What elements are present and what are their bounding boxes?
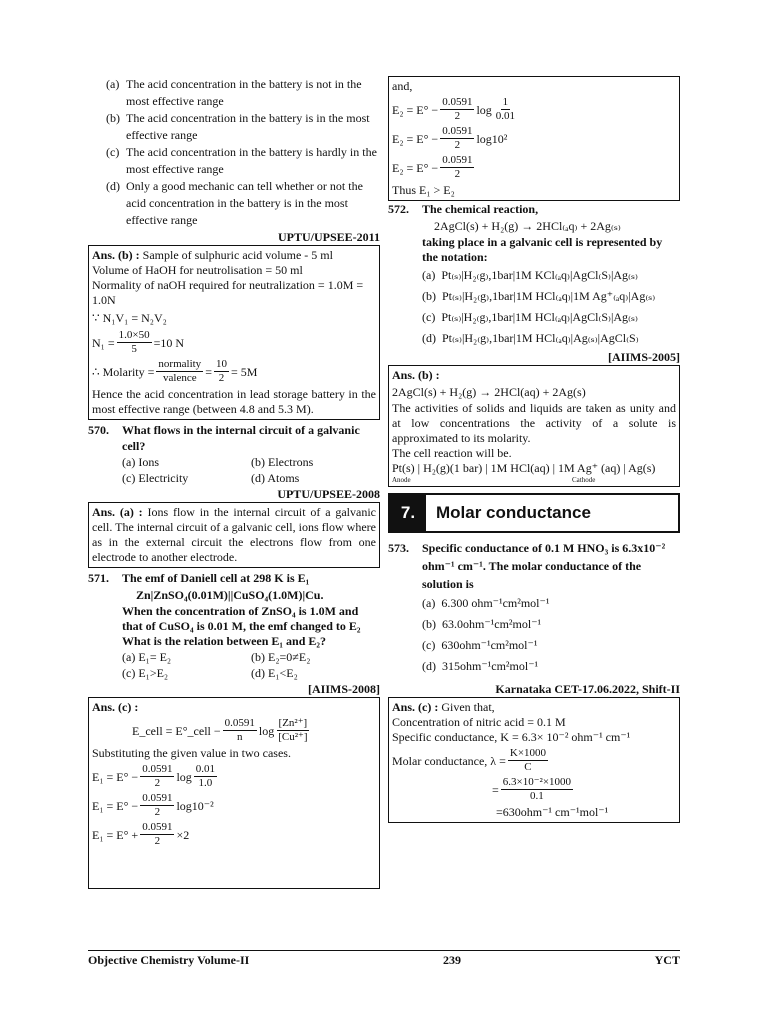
q572-source: [AIIMS-2005] <box>608 350 680 364</box>
e1-eq-a: E₁ = E° − $\frac{0.0591}{2}$ log $\frac{0.01}{1.0}$ <box>92 763 216 789</box>
q571-source: [AIIMS-2008] <box>308 682 380 696</box>
molarity-equation: ∴ Molarity = $\frac{\text{normality}}{\text{valence}}$ = $\frac{10}{2}$ = 5M <box>92 358 258 384</box>
q572-question: 572. The chemical reaction, <box>388 202 539 216</box>
q571-options: (a) E₁= E₂ (b) E₂=0≠E₂ (c) E₁>E₂ (d) E₁<E₂ <box>122 650 311 680</box>
page-number: 239 <box>442 953 461 967</box>
q572-option-b: (b) Pt₍ₛ₎|H₂₍g₎,1bar|1M HCl₍ₐq₎|1M Ag⁺₍ₐq₎|Ag₍ₛ₎ <box>422 289 656 303</box>
q569-source: UPTU/UPSEE-2011 <box>277 230 380 244</box>
q569-option-c: (c) The acid concentration in the battery is hardly in the most effective range <box>106 145 377 176</box>
section-heading <box>388 493 680 533</box>
q571-cell: Zn|ZnSO₄(0.01M)||CuSO₄(1.0M)|Cu. <box>136 588 324 602</box>
page-footer <box>88 950 680 968</box>
q572-reaction: 2AgCl(s) + H₂(g) → 2HCl₍ₐq₎ + 2Ag₍ₛ₎ <box>434 219 621 233</box>
e2-eq-a: E₂ = E° − $\frac{0.0591}{2}$ log $\frac{1}{0.01}$ <box>392 96 516 122</box>
q573-option-c: (c) 630ohm⁻¹cm²mol⁻¹ <box>422 638 538 652</box>
n1-equation: N₁ = $\frac{1.0\times 50}{5}$ =10 N <box>92 329 185 355</box>
q573-answer-box: Ans. (c) : Given that, Concentration of nitric acid = 0.1 M Specific conductance, K = 6.3× 10⁻² ohm⁻¹ cm⁻¹ Molar conductance, λ = $\frac{K\times 1000}{C}$ = $\frac{\text{6.3×10⁻²×1000}}{0.1}$ =630ohm⁻¹ cm⁻¹mol⁻¹ <box>388 697 680 823</box>
q573-option-a: (a) 6.300 ohm⁻¹cm²mol⁻¹ <box>422 596 550 610</box>
e2-eq-c: E₂ = E° − $\frac{0.0591}{2}$ <box>392 154 473 180</box>
q570-options: (a) Ions (b) Electrons (c) Electricity (d) Atoms <box>122 455 314 485</box>
q571-answer-continued: and, E₂ = E° − $\frac{0.0591}{2}$ log $\frac{1}{0.01}$ E₂ = E° − $\frac{0.0591}{2}$ log10² E₂ = E° − $\frac{0.0591}{2}$ Thus E₁ > E₂ <box>388 76 680 201</box>
q570-source: UPTU/UPSEE-2008 <box>277 487 380 501</box>
q571-answer-box: Ans. (c) : E_cell = E°_cell − $\frac{0.0591}{n}$ log $\frac{\text{[Zn²⁺]}}{\text{[Cu²⁺]}}$ Substituting the given value in two cases. E₁ = E° − $\frac{0.0591}{2}$ log $\frac{0.01}{1.0}$ E₁ = E° − $\frac{0.0591}{2}$ log10⁻² E₁ = E° + $\frac{0.0591}{2}$ ×2 <box>88 697 380 889</box>
e1-eq-c: E₁ = E° + $\frac{0.0591}{2}$ ×2 <box>92 821 190 847</box>
molar-cond-eq: Molar conductance, λ = $\frac{K\times 1000}{C}$ <box>392 747 547 773</box>
q573-option-b: (b) 63.0ohm⁻¹cm²mol⁻¹ <box>422 617 542 631</box>
q572-option-c: (c) Pt₍ₛ₎|H₂₍g₎,1bar|1M HCl₍ₐq₎|AgCl₍S₎|Ag₍ₛ₎ <box>422 310 638 324</box>
footer-publisher: YCT <box>654 953 680 967</box>
q571-question: 571. The emf of Daniell cell at 298 K is E₁ <box>88 571 310 585</box>
q569-option-b: (b) The acid concentration in the battery is in the most effective range <box>106 111 370 142</box>
q570-answer-box: Ans. (a) : Ions flow in the internal circuit of a galvanic cell. The internal circuit of a galvanic cell, ions flow where as in the external circuit the electrons flow from one electrode to another electrode. <box>88 502 380 568</box>
q572-text2: taking place in a galvanic cell is represented by the notation: <box>422 235 663 264</box>
left-column <box>88 76 380 889</box>
q573-source: Karnataka CET-17.06.2022, Shift-II <box>495 682 680 696</box>
q573-option-d: (d) 315ohm⁻¹cm²mol⁻¹ <box>422 659 539 673</box>
section-number: 7. <box>390 495 426 531</box>
q573-options <box>388 593 680 677</box>
e2-eq-b: E₂ = E° − $\frac{0.0591}{2}$ log10² <box>392 125 508 151</box>
q570-question: 570. What flows in the internal circuit of a galvanic cell? <box>88 423 360 453</box>
q572-option-a: (a) Pt₍ₛ₎|H₂₍g₎,1bar|1M KCl₍ₐq₎|AgCl₍S₎|Ag₍ₛ₎ <box>422 268 638 282</box>
q572-answer-box: Ans. (b) : 2AgCl(s) + H₂(g) → 2HCl(aq) + 2Ag(s) The activities of solids and liquids are taken as unity and at low concentrations the activity of a solute is approximated to its molarity. The cell reaction will be. Pt(s) | H₂(g)(1 bar) | 1M HCl(aq) | 1M Ag⁺ (aq) | Ag(s) Anode Cathode <box>388 365 680 487</box>
footer-book-title: Objective Chemistry Volume-II <box>88 953 250 967</box>
q572-option-d: (d) Pt₍ₛ₎|H₂₍g₎,1bar|1M HCl₍ₐq₎|Ag₍ₛ₎|AgCl₍S₎ <box>422 331 639 345</box>
q569-answer-box: Ans. (b) : Sample of sulphuric acid volume - 5 ml Volume of HaOH for neutrolisation = 50 ml Normality of naOH required for neutralization = 1.0M = 1.0N ∵ N₁V₁ = N₂V₂ N₁ = $\frac{1.0\times 50}{5}$ =10 N ∴ Molarity = $\frac{\text{normality}}{\text{valence}}$ = $\frac{10}{2}$ = 5M Hence the acid concentration in lead storage battery in the most effective range (between 4.8 and 5.3 M). <box>88 245 380 420</box>
section-title: Molar conductance <box>436 503 591 522</box>
q569-option-d: (d) Only a good mechanic can tell whether or not the acid concentration in the battery is in the most effective range <box>106 179 363 227</box>
q572-options <box>388 265 680 349</box>
q569-option-a: (a) The acid concentration in the battery is not in the most effective range <box>106 77 362 108</box>
e1-eq-b: E₁ = E° − $\frac{0.0591}{2}$ log10⁻² <box>92 792 214 818</box>
q573-question: 573. Specific conductance of 0.1 M HNO₃ is 6.3x10⁻² ohm⁻¹ cm⁻¹. The molar conductance of the solution is <box>388 541 666 591</box>
right-column <box>388 76 680 823</box>
q569-options <box>88 76 380 229</box>
molar-cond-eq2: = $\frac{\text{6.3×10⁻²×1000}}{0.1}$ <box>492 776 572 802</box>
q571-text2: When the concentration of ZnSO₄ is 1.0M and that of CuSO₄ is 0.01 M, the emf changed to E₂ What is the relation between E₁ and E₂? <box>122 604 361 648</box>
ecell-equation: E_cell = E°_cell − $\frac{0.0591}{n}$ log $\frac{\text{[Zn²⁺]}}{\text{[Cu²⁺]}}$ <box>132 717 308 743</box>
